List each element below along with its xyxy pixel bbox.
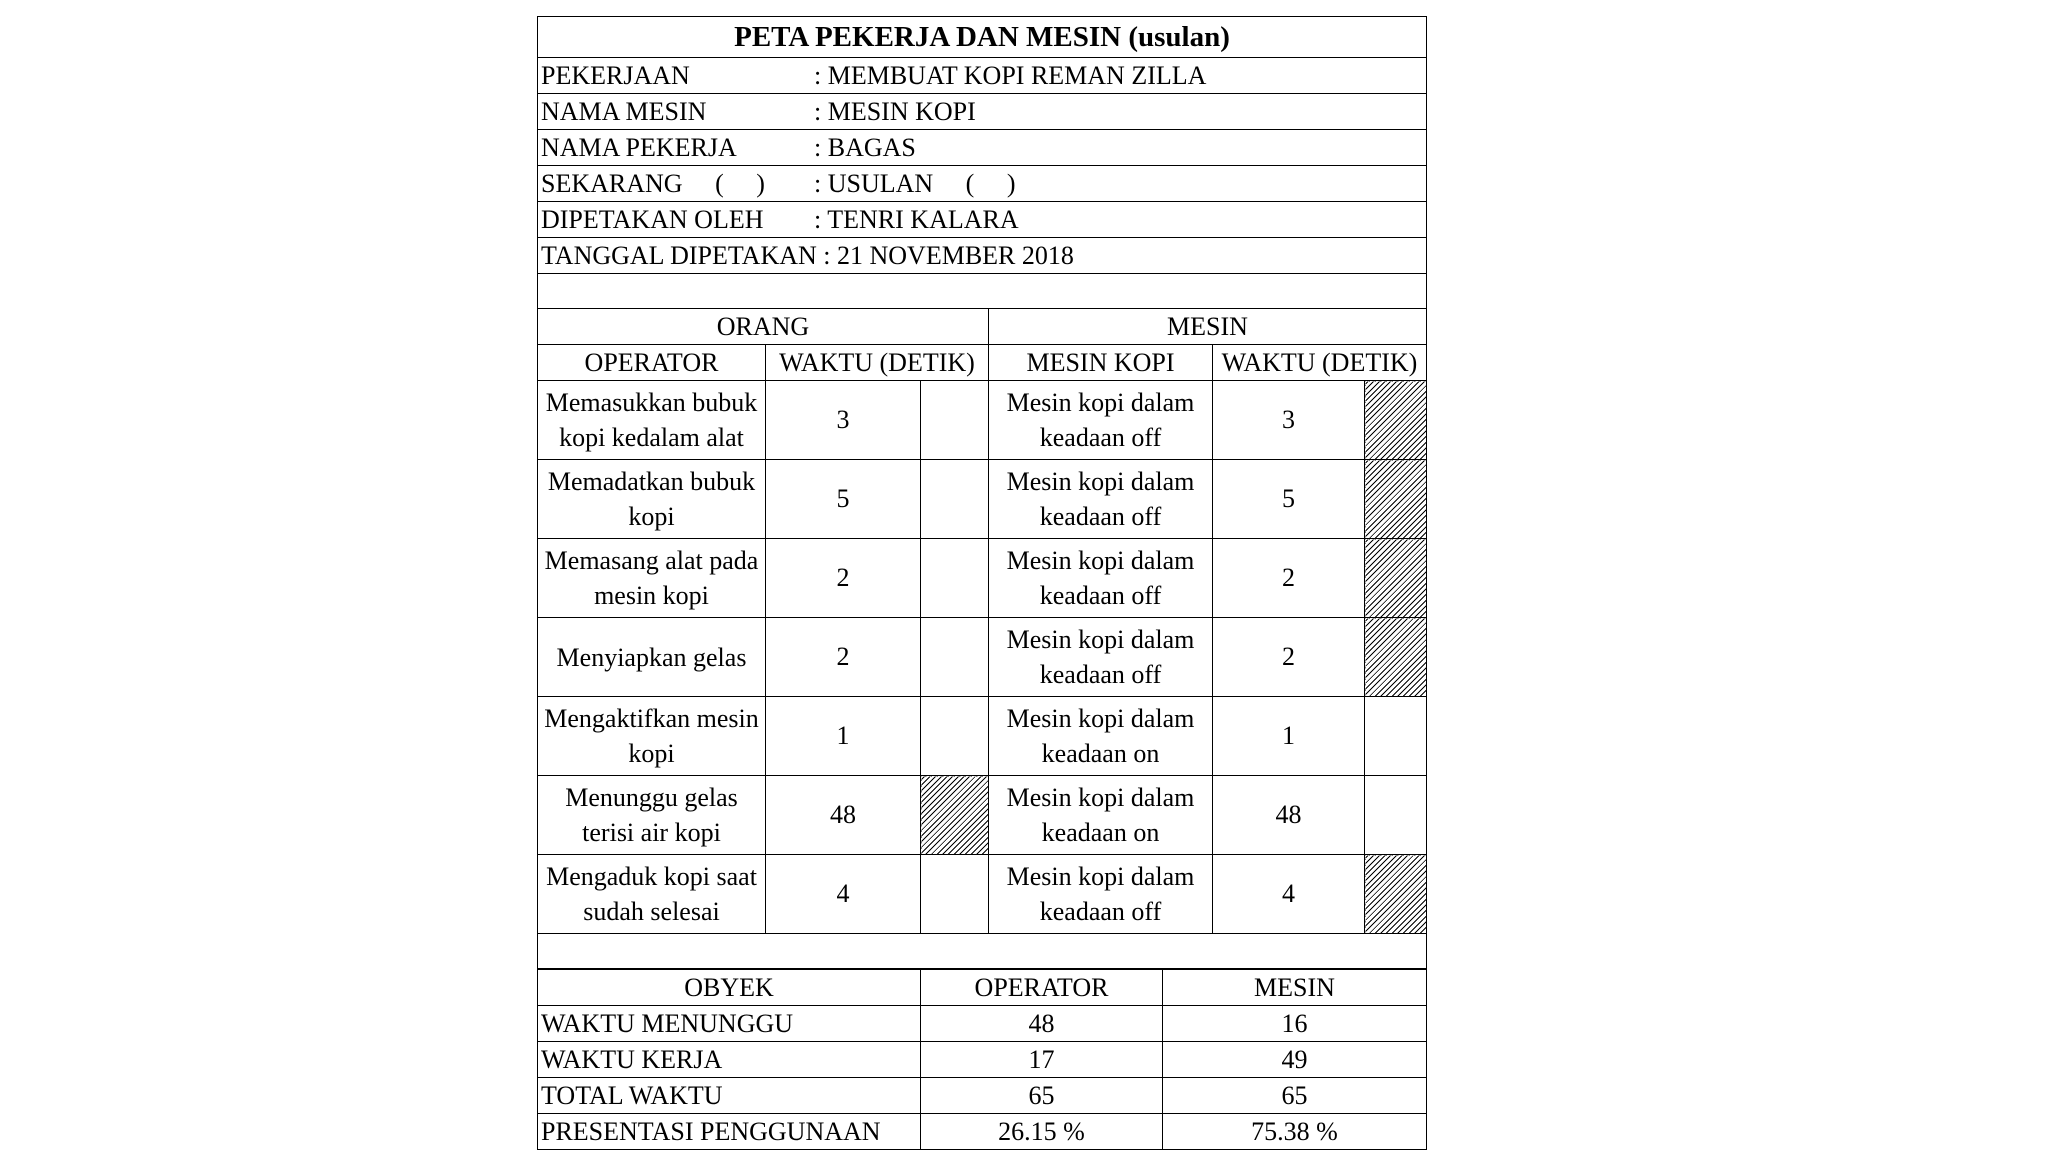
info-label: DIPETAKAN OLEH [541,204,764,234]
operator-time: 3 [766,381,921,460]
operator-working-cell [921,381,989,460]
machine-activity [989,776,1213,855]
info-label: SEKARANG ( ) [541,168,765,198]
machine-idle-hatch [1365,460,1427,539]
operator-working-cell [921,539,989,618]
info-label: NAMA PEKERJA [541,132,737,162]
summary-label: WAKTU MENUNGGU [538,1006,921,1042]
operator-time: 4 [766,855,921,934]
operator-working-cell [921,460,989,539]
summary-header-mesin: MESIN [1163,970,1427,1006]
operator-activity [538,460,766,539]
summary-table [537,969,1427,1150]
summary-operator-value: 26.15 % [921,1114,1163,1150]
machine-time: 1 [1213,697,1365,776]
machine-time: 3 [1213,381,1365,460]
machine-idle-hatch [1365,855,1427,934]
page-title: PETA PEKERJA DAN MESIN (usulan) [538,17,1427,58]
info-label: PEKERJAAN [541,60,690,90]
activity-row [538,618,1427,697]
header-waktu-operator: WAKTU (DETIK) [766,345,989,381]
operator-activity-line: Mengaktifkan mesin [544,704,759,733]
machine-activity-line: keadaan off [1039,581,1162,610]
machine-idle-hatch [1365,539,1427,618]
machine-time: 5 [1213,460,1365,539]
info-row-dipetakan-oleh [538,202,1427,238]
operator-activity-line: sudah selesai [583,897,720,926]
operator-activity-line: Mengaduk kopi saat [546,862,757,891]
header-orang: ORANG [538,309,989,345]
machine-activity-line: keadaan off [1039,897,1162,926]
machine-activity-line: Mesin kopi dalam [1006,388,1195,417]
header-operator: OPERATOR [538,345,766,381]
operator-time: 48 [766,776,921,855]
machine-activity [989,855,1213,934]
machine-time: 2 [1213,539,1365,618]
info-label: NAMA MESIN [541,96,707,126]
machine-activity [989,381,1213,460]
operator-working-cell [921,618,989,697]
machine-time: 4 [1213,855,1365,934]
operator-time: 2 [766,539,921,618]
operator-idle-hatch [921,776,989,855]
header-mesin: MESIN [989,309,1427,345]
machine-time: 48 [1213,776,1365,855]
machine-activity-line: Mesin kopi dalam [1006,625,1195,654]
operator-activity-line: Menunggu gelas [565,783,738,812]
worker-machine-chart-sheet [537,16,1426,1144]
machine-activity-line: Mesin kopi dalam [1006,862,1195,891]
machine-activity-line: keadaan on [1041,818,1160,847]
machine-activity-line: keadaan off [1039,660,1162,689]
summary-header-obyek: OBYEK [538,970,921,1006]
worker-machine-table [537,16,1427,969]
activity-row [538,460,1427,539]
activity-row [538,697,1427,776]
machine-activity-line: Mesin kopi dalam [1006,546,1195,575]
machine-time: 2 [1213,618,1365,697]
activity-row [538,381,1427,460]
info-row-nama-mesin [538,94,1427,130]
operator-activity-line: Memasang alat pada [544,546,759,575]
machine-activity [989,539,1213,618]
info-value: : BAGAS [814,132,916,162]
header-waktu-mesin: WAKTU (DETIK) [1213,345,1427,381]
summary-header-row [538,970,1427,1006]
info-row-nama-pekerja [538,130,1427,166]
machine-activity-line: Mesin kopi dalam [1006,467,1195,496]
summary-mesin-value: 49 [1163,1042,1427,1078]
tanggal-dipetakan: TANGGAL DIPETAKAN : 21 NOVEMBER 2018 [538,238,1427,274]
summary-label: PRESENTASI PENGGUNAAN [538,1114,921,1150]
operator-activity-line: Menyiapkan gelas [556,642,747,672]
operator-activity [538,618,766,697]
summary-operator-value: 17 [921,1042,1163,1078]
machine-activity [989,618,1213,697]
machine-activity [989,697,1213,776]
summary-operator-value: 48 [921,1006,1163,1042]
info-row-tanggal [538,238,1427,274]
operator-activity-line: terisi air kopi [582,818,721,847]
machine-idle-hatch [1365,618,1427,697]
machine-activity-line: keadaan off [1039,423,1162,452]
operator-activity-line: Memasukkan bubuk [545,388,758,417]
operator-activity [538,697,766,776]
machine-activity-line: keadaan off [1039,502,1162,531]
summary-row [538,1078,1427,1114]
header-mesin-kopi: MESIN KOPI [989,345,1213,381]
info-value: : MEMBUAT KOPI REMAN ZILLA [814,60,1207,90]
operator-activity [538,855,766,934]
machine-activity [989,460,1213,539]
operator-activity [538,776,766,855]
info-value: : MESIN KOPI [814,96,976,126]
machine-working-cell [1365,776,1427,855]
machine-activity-line: Mesin kopi dalam [1006,704,1195,733]
info-row-sekarang-usulan [538,166,1427,202]
operator-time: 1 [766,697,921,776]
spacer-row [538,274,1427,309]
info-value: : TENRI KALARA [814,204,1019,234]
operator-working-cell [921,697,989,776]
summary-operator-value: 65 [921,1078,1163,1114]
summary-row [538,1006,1427,1042]
summary-label: TOTAL WAKTU [538,1078,921,1114]
activity-row [538,539,1427,618]
summary-mesin-value: 65 [1163,1078,1427,1114]
summary-label: WAKTU KERJA [538,1042,921,1078]
summary-mesin-value: 16 [1163,1006,1427,1042]
summary-header-operator: OPERATOR [921,970,1163,1006]
machine-activity-line: keadaan on [1041,739,1160,768]
operator-time: 5 [766,460,921,539]
operator-activity-line: kopi [628,502,675,531]
summary-row [538,1114,1427,1150]
machine-working-cell [1365,697,1427,776]
info-row-pekerjaan [538,58,1427,94]
operator-activity-line: mesin kopi [594,581,709,610]
operator-activity [538,539,766,618]
operator-activity-line: Memadatkan bubuk [547,467,756,496]
operator-activity-line: kopi kedalam alat [559,423,744,452]
summary-mesin-value: 75.38 % [1163,1114,1427,1150]
machine-idle-hatch [1365,381,1427,460]
summary-row [538,1042,1427,1078]
operator-activity-line: kopi [628,739,675,768]
spacer-row [538,934,1427,969]
machine-activity-line: Mesin kopi dalam [1006,783,1195,812]
operator-time: 2 [766,618,921,697]
activity-row [538,855,1427,934]
info-value: : USULAN ( ) [814,168,1016,198]
operator-working-cell [921,855,989,934]
operator-activity [538,381,766,460]
activity-row [538,776,1427,855]
